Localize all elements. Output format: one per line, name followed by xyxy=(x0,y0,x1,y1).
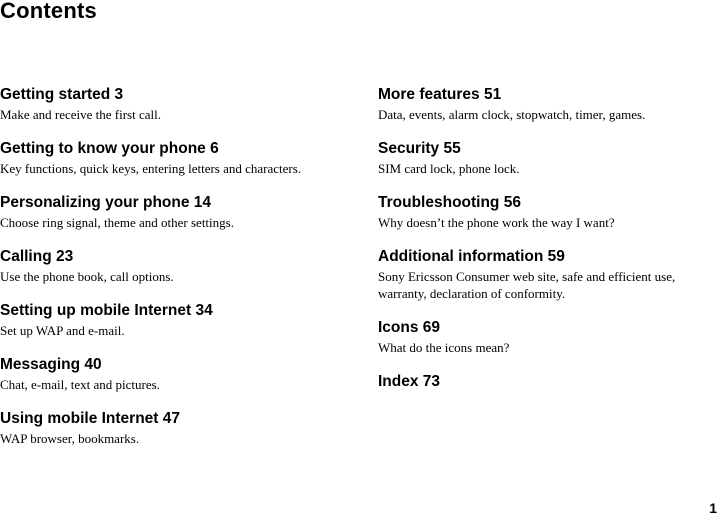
toc-entry-additional-information xyxy=(378,247,717,302)
toc-heading[interactable]: More features 51 xyxy=(378,86,502,103)
toc-entry-index xyxy=(378,372,717,391)
toc-entry-calling xyxy=(0,247,360,285)
toc-heading[interactable]: Troubleshooting 56 xyxy=(378,194,521,211)
toc-heading[interactable]: Setting up mobile Internet 34 xyxy=(0,302,213,319)
toc-description: WAP browser, bookmarks. xyxy=(0,431,140,446)
toc-entry-getting-started xyxy=(0,85,360,123)
toc-description: Chat, e-mail, text and pictures. xyxy=(0,377,160,392)
toc-entry-getting-to-know-phone xyxy=(0,139,360,177)
toc-description: Use the phone book, call options. xyxy=(0,269,174,284)
toc-heading[interactable]: Index 73 xyxy=(378,373,441,390)
toc-entry-troubleshooting xyxy=(378,193,717,231)
toc-heading[interactable]: Calling 23 xyxy=(0,248,74,265)
toc-description: Choose ring signal, theme and other settings. xyxy=(0,215,234,230)
page-number: 1 xyxy=(709,500,717,516)
toc-heading[interactable]: Getting to know your phone 6 xyxy=(0,140,219,157)
toc-entry-messaging xyxy=(0,355,360,393)
toc-heading[interactable]: Icons 69 xyxy=(378,319,441,336)
toc-entry-more-features xyxy=(378,85,717,123)
toc-description: What do the icons mean? xyxy=(378,340,510,355)
toc-description: Why doesn’t the phone work the way I want? xyxy=(378,215,615,230)
toc-description: Sony Ericsson Consumer web site, safe and efficient use, warranty, declaration of conformity. xyxy=(378,269,676,301)
toc-heading[interactable]: Additional information 59 xyxy=(378,248,565,265)
toc-column-right xyxy=(378,85,717,407)
toc-description: Make and receive the first call. xyxy=(0,107,161,122)
toc-heading[interactable]: Using mobile Internet 47 xyxy=(0,410,181,427)
toc-heading[interactable]: Personalizing your phone 14 xyxy=(0,194,212,211)
toc-description: Data, events, alarm clock, stopwatch, timer, games. xyxy=(378,107,646,122)
toc-heading[interactable]: Getting started 3 xyxy=(0,86,124,103)
toc-column-left xyxy=(0,85,360,463)
toc-entry-security xyxy=(378,139,717,177)
toc-description: SIM card lock, phone lock. xyxy=(378,161,520,176)
toc-entry-personalizing xyxy=(0,193,360,231)
page-title: Contents xyxy=(0,0,97,23)
toc-heading[interactable]: Security 55 xyxy=(378,140,461,157)
toc-entry-setting-up-mobile-internet xyxy=(0,301,360,339)
toc-entry-using-mobile-internet xyxy=(0,409,360,447)
toc-entry-icons xyxy=(378,318,717,356)
toc-description: Key functions, quick keys, entering letters and characters. xyxy=(0,161,302,176)
toc-heading[interactable]: Messaging 40 xyxy=(0,356,102,373)
toc-description: Set up WAP and e-mail. xyxy=(0,323,125,338)
